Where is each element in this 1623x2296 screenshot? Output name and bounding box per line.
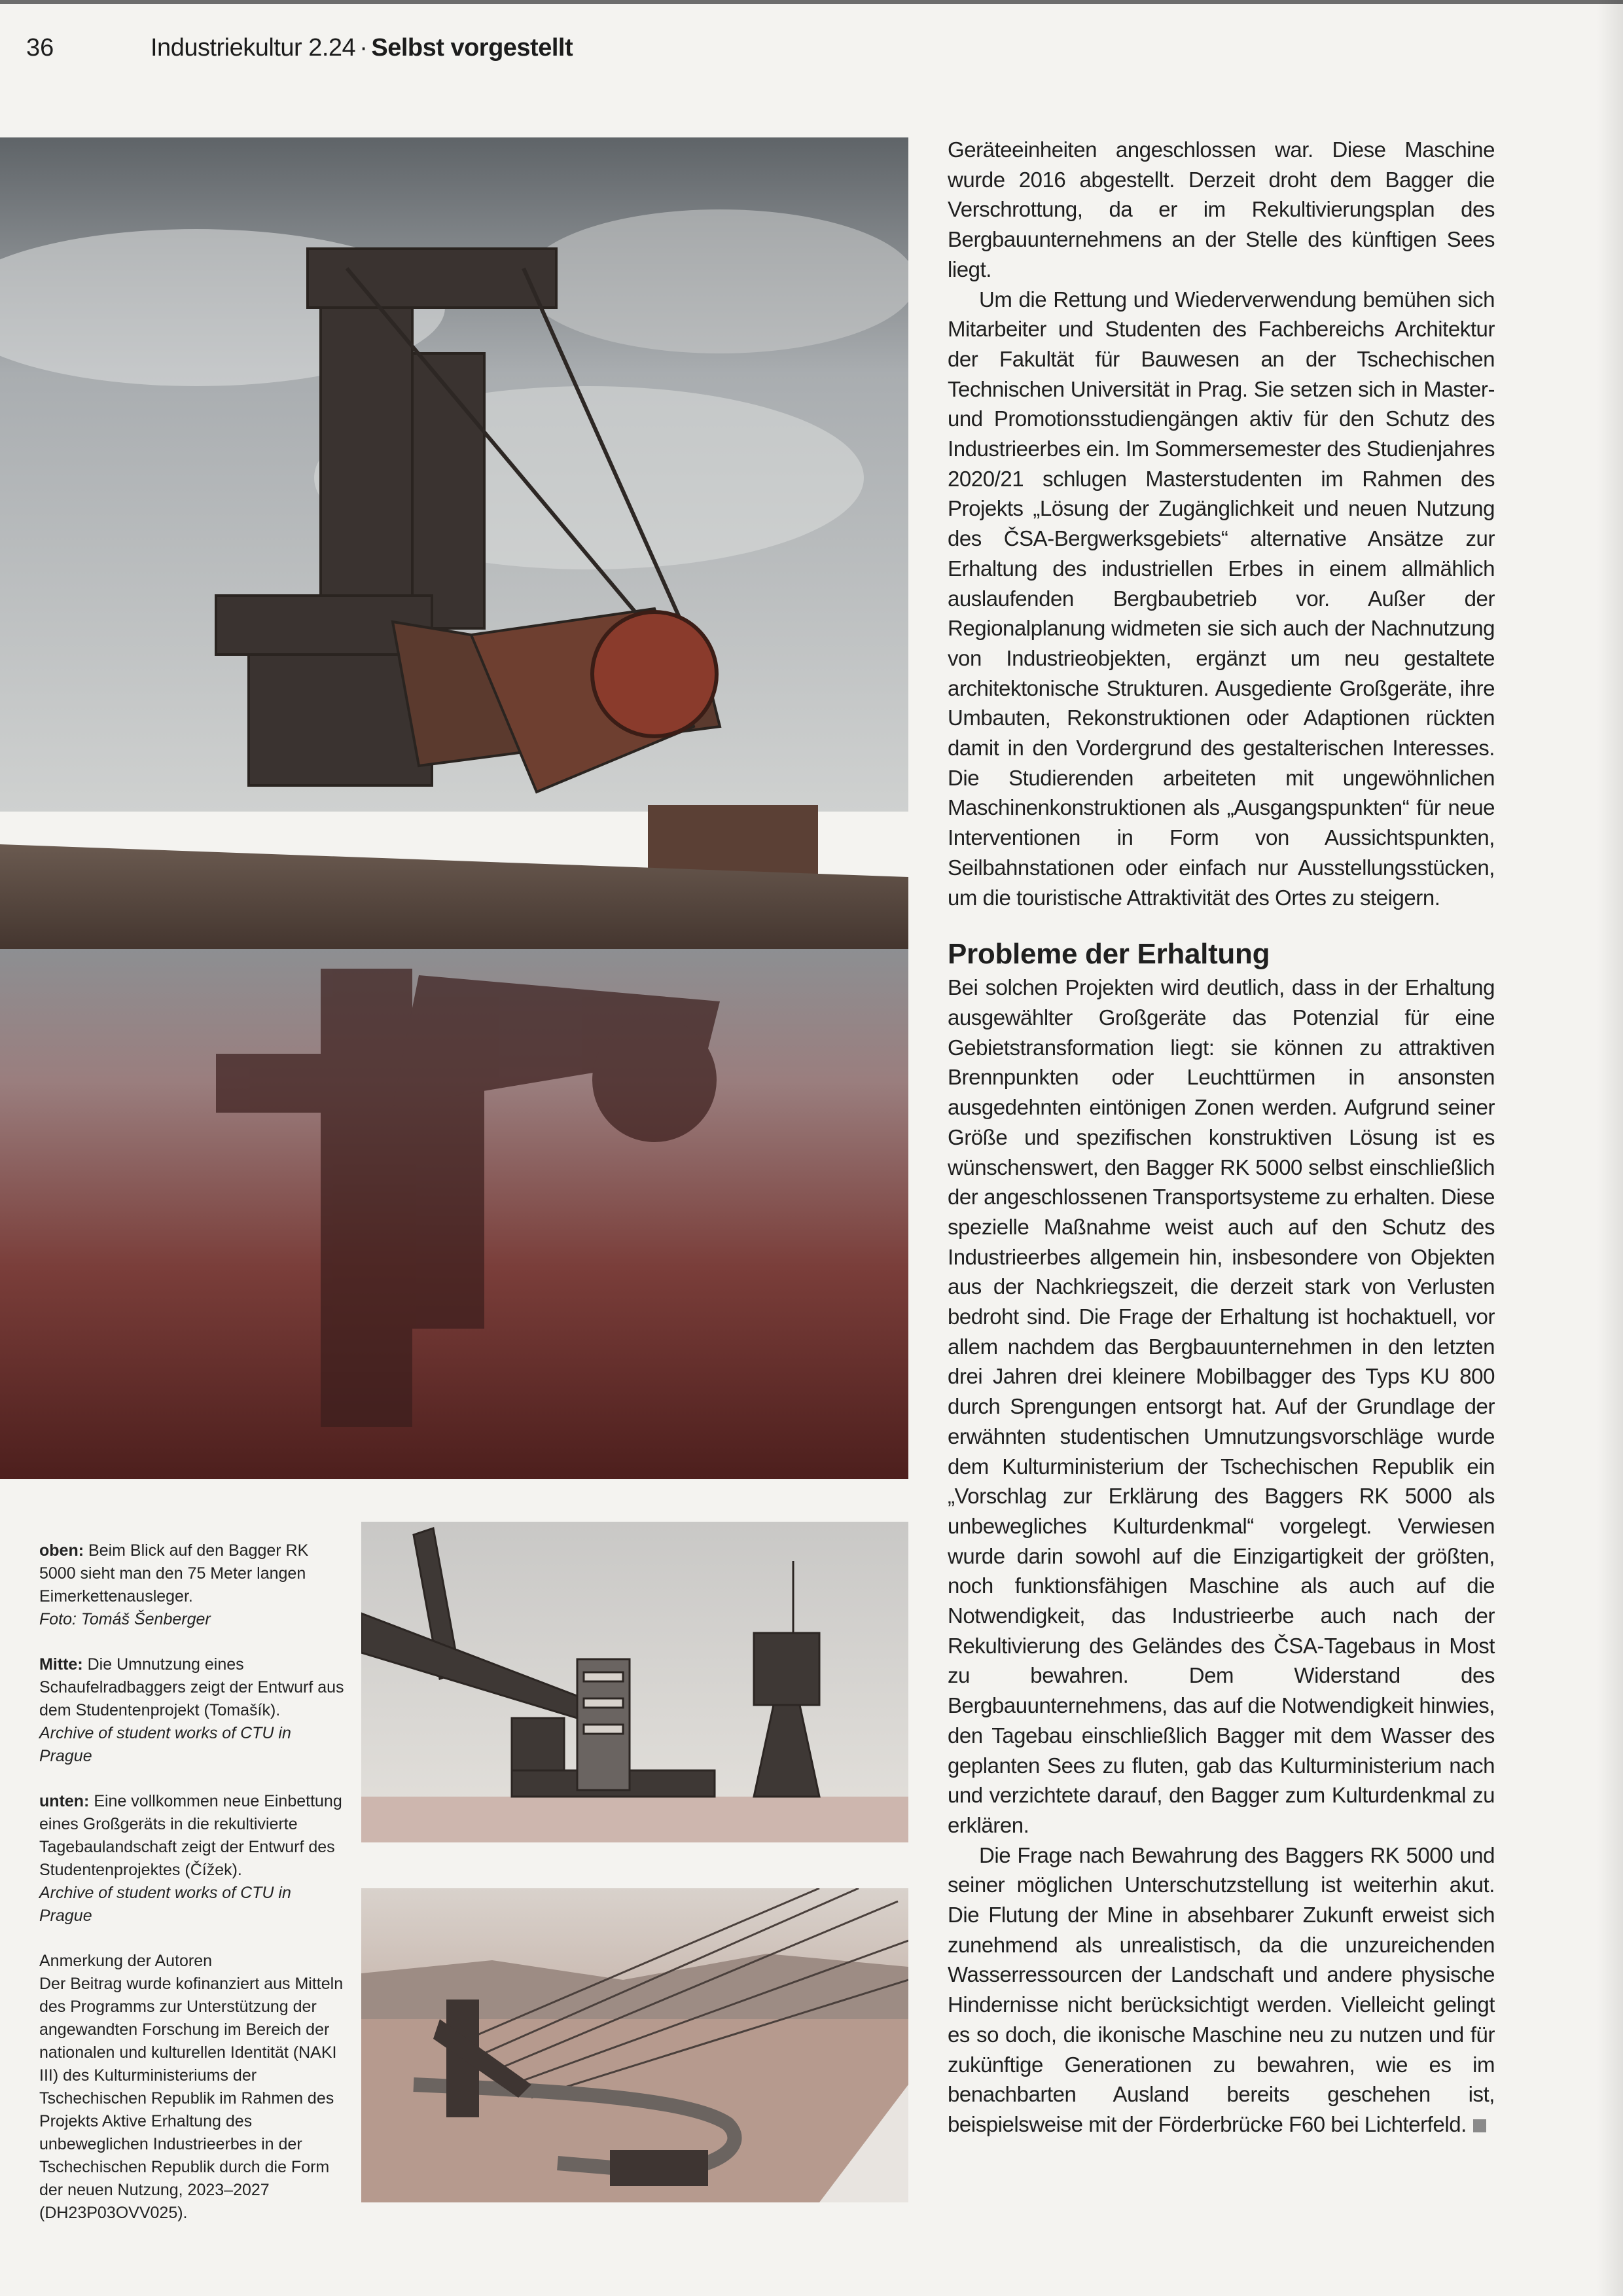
caption-top-text: Beim Blick auf den Bagger RK 5000 sieht man den 75 Meter langen Eimerkettenausleger. (39, 1541, 309, 1605)
header-separator: · (359, 34, 368, 62)
caption-middle (39, 1653, 347, 1768)
caption-bottom (39, 1790, 347, 1928)
rendering-conversion-image (361, 1522, 908, 1842)
section-heading: Probleme der Erhaltung (948, 938, 1270, 971)
article-paragraph-3: Bei solchen Projekten wird deutlich, dass in der Erhaltung ausgewählter Großgeräte das Potenzial für eine Gebietstransformation liegt: sie können zu attraktiven Brennpunkten oder Leuchttürmen in ansonsten ausgedehnten eintönigen Zonen werden. Aufgrund seiner Größe und spezifischen konstruktiven Lösung ist es wünschenswert, den Bagger RK 5000 selbst einschließlich der angeschlossenen Transportsysteme zu erhalten. Diese spezielle Maßnahme weist auch auf den Schutz des Industrieerbes allgemein hin, insbesondere von Objekten aus der Nachkriegszeit, die derzeit stark von Verlusten bedroht sind. Die Frage der Erhaltung ist hochaktuell, vor allem nachdem das Bergbauunternehmen in den letzten drei Jahren drei kleinere Mobilbagger des Typs KU 800 durch Sprengungen entsorgt hat. Auf der Grundlage der erwähnten studentischen Umnutzungsvorschläge wurde dem Kulturministerium der Tschechischen Republik ein „Vorschlag zur Erklärung des Baggers RK 5000 als unbewegliches Kulturdenkmal“ vorgelegt. Verwiesen wurde darin sowohl auf die Einzigartigkeit der größten, noch funktionsfähigen Maschine als auch auf die Notwendigkeit, das Industrieerbe auch nach der Rekultivierung des Geländes des ČSA-Tagebaus in Most zu bewahren. Dem Widerstand des Bergbauunternehmens, das auf die Notwendigkeit hinwies, den Tagebau einschließlich Bagger mit dem Wasser des geplanten Sees zu fluten, gab das Kulturministerium nach und verzichtete darauf, den Bagger zum Kulturdenkmal zu erklären. (948, 975, 1495, 1837)
caption-middle-text: Die Umnutzung eines Schaufelradbaggers zeigt der Entwurf aus dem Studentenprojekt (Tomašík). (39, 1655, 344, 1719)
authors-note-text: Der Beitrag wurde kofinanziert aus Mitteln des Programms zur Unterstützung der angewandten Forschung im Bereich der nationalen und kulturellen Identität (NAKI III) des Kulturministeriums der Tschechischen Republik im Rahmen des Projekts Aktive Erhaltung des unbeweglichen Industrieerbes in der Tschechischen Republik durch die Form der neuen Nutzung, 2023–2027 (DH23P03OVV025). (39, 1975, 344, 2222)
page-number: 36 (26, 34, 54, 62)
caption-top-label: oben: (39, 1541, 84, 1560)
magazine-name: Industriekultur 2.24 (151, 34, 356, 62)
authors-note (39, 1950, 347, 2225)
caption-bottom-label: unten: (39, 1792, 90, 1810)
section-title: Selbst vorgestellt (371, 34, 573, 62)
page-top-edge (0, 0, 1623, 4)
authors-note-title: Anmerkung der Autoren (39, 1952, 213, 1970)
magazine-title (151, 34, 573, 62)
captions (39, 1539, 347, 2225)
caption-top (39, 1539, 347, 1631)
caption-bottom-text: Eine vollkommen neue Einbettung eines Großgeräts in die rekultivierte Tagebaulandschaft zeigt der Entwurf des Studentenprojektes (Čížek). (39, 1792, 342, 1879)
running-head (26, 34, 1558, 73)
caption-middle-credit: Archive of student works of CTU in Prague (39, 1724, 291, 1765)
caption-bottom-credit: Archive of student works of CTU in Prague (39, 1884, 291, 1925)
excavator-photo (0, 137, 908, 1479)
article-paragraph-4 (948, 1840, 1495, 2140)
article-paragraph-4-text: Die Frage nach Bewahrung des Baggers RK 5000 und seiner möglichen Unterschutzstellung ist weiterhin akut. Die Flutung der Mine in absehbarer Zukunft erweist sich zunehmend als unrealistisch, da die unzureichenden Wasserressourcen der Landschaft und andere physische Hindernisse nicht berücksichtigt werden. Vielleicht gelingt es so doch, die ikonische Maschine neu zu nutzen und für zukünftige Generationen zu bewahren, wie es im benachbarten Ausland bereits geschehen ist, beispielsweise mit der Förderbrücke F60 bei Lichterfeld. (948, 1842, 1495, 2136)
article-paragraph-1: Geräteeinheiten angeschlossen war. Diese Maschine wurde 2016 abgestellt. Derzeit droht dem Bagger die Verschrottung, da er im Rekultivierungsplan des Bergbauunternehmens an der Stelle des künftigen Sees liegt. (948, 137, 1495, 281)
rendering-conversion-drawing (361, 1522, 908, 1842)
excavator-photo-image (0, 137, 908, 1479)
article-column (948, 135, 1495, 2140)
page-edge-shadow (1597, 0, 1623, 2296)
end-of-article-mark (1473, 2119, 1486, 2132)
caption-top-credit: Foto: Tomáš Šenberger (39, 1610, 211, 1628)
article-paragraph-2: Um die Rettung und Wiederverwendung bemühen sich Mitarbeiter und Studenten des Fachbereichs Architektur der Fakultät für Bauwesen an der Tschechischen Technischen Universität in Prag. Sie setzen sich in Master- und Promotionsstudiengängen aktiv für den Schutz des Industrieerbes ein. Im Sommersemester des Studienjahres 2020/21 schlugen Masterstudenten im Rahmen des Projekts „Lösung der Zugänglichkeit und neuen Nutzung des ČSA-Bergwerksgebiets“ alternative Ansätze zur Erhaltung des industriellen Erbes in einem allmählich auslaufenden Bergbaubetrieb vor. Außer der Regionalplanung widmeten sie sich auch der Nachnutzung von Industrieobjekten, ergänzt um neu gestaltete architektonische Strukturen. Ausgediente Großgeräte, ihre Umbauten, Rekonstruktionen oder Adaptionen rückten damit in den Vordergrund des gestalterischen Interesses. Die Studierenden arbeiteten mit ungewöhnlichen Maschinenkonstruktionen als „Ausgangspunkten“ für neue Interventionen in Form von Aussichtspunkten, Seilbahnstationen oder einfach nur Ausstellungsstücken, um die touristische Attraktivität des Ortes zu steigern. (948, 287, 1495, 910)
caption-middle-label: Mitte: (39, 1655, 83, 1674)
rendering-landscape-image (361, 1888, 908, 2202)
rendering-landscape-drawing (361, 1888, 908, 2202)
